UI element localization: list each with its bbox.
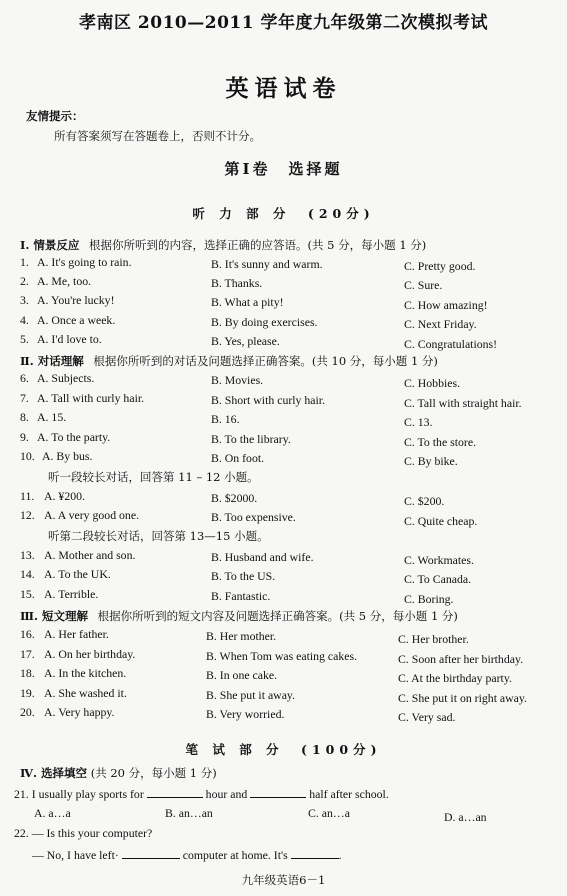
q8-option-b: B. 16. (211, 412, 240, 426)
q14-option-c: C. To Canada. (404, 572, 472, 586)
q9-number: 9. (20, 430, 29, 444)
q21-part3: half after school. (309, 787, 389, 801)
section-3-instruction: 根据你所听到的短文内容及问题选择正确答案。(共 5 分，每小题 1 分) (97, 609, 458, 623)
q18-option-c: C. At the birthday party. (398, 671, 512, 685)
q20-option-b: B. Very worried. (206, 707, 285, 721)
q17-option-b: B. When Tom was eating cakes. (206, 649, 358, 663)
q12-option-b: B. Too expensive. (211, 510, 296, 524)
hint-text: 所有答案须写在答题卷上，否则不计分。 (54, 129, 261, 143)
q22-part2: computer at home. It's (182, 848, 288, 862)
paper-subtitle: 英语试卷 (225, 75, 342, 102)
q2-option-c: C. Sure. (404, 278, 443, 292)
q14-number: 14. (20, 567, 35, 581)
hint-label: 友情提示： (26, 109, 84, 123)
page-footer: 九年级英语6－1 (241, 873, 326, 887)
q2-option-a: A. Me, too. (37, 274, 92, 288)
q18-number: 18. (20, 666, 35, 680)
q16-option-c: C. Her brother. (398, 632, 469, 646)
q5-option-b: B. Yes, please. (211, 334, 280, 348)
q19-option-c: C. She put it on right away. (398, 691, 527, 705)
q11-option-c: C. $200. (404, 494, 445, 508)
q21-option-a: A. a…a (34, 806, 71, 820)
q13-option-c: C. Workmates. (404, 553, 474, 567)
exam-title: 孝南区 2010—2011 学年度九年级第二次模拟考试 (79, 13, 488, 33)
q15-option-c: C. Boring. (404, 592, 454, 606)
q21-option-b: B. an…an (165, 806, 213, 820)
q7-number: 7. (20, 391, 29, 405)
q22-line-1 (14, 826, 152, 841)
q12-number: 12. (20, 508, 35, 522)
q21-blank-1[interactable] (147, 786, 203, 798)
q2-number: 2. (20, 274, 29, 288)
q19-option-b: B. She put it away. (206, 688, 296, 702)
q15-option-a: A. Terrible. (44, 587, 99, 601)
q21-number: 21. (14, 787, 29, 801)
section-2-instruction: 根据你所听到的对话及问题选择正确答案。(共 10 分，每小题 1 分) (93, 354, 438, 368)
q17-number: 17. (20, 647, 35, 661)
q22-blank-1[interactable] (122, 847, 180, 859)
q8-number: 8. (20, 410, 29, 424)
q5-option-a: A. I'd love to. (37, 332, 102, 346)
q13-option-a: A. Mother and son. (44, 548, 136, 562)
q4-option-a: A. Once a week. (37, 313, 116, 327)
q22-number: 22. (14, 826, 29, 840)
q15-option-b: B. Fantastic. (211, 589, 271, 603)
section-4-heading: Ⅳ. 选择填空 (20, 766, 88, 780)
q8-option-a: A. 15. (37, 410, 67, 424)
q22-blank-2[interactable] (291, 847, 339, 859)
q9-option-c: C. To the store. (404, 435, 477, 449)
q20-option-c: C. Very sad. (398, 710, 456, 724)
section-2-header (20, 353, 438, 369)
q22-part3: . (338, 848, 342, 862)
q10-number: 10. (20, 449, 35, 463)
q19-number: 19. (20, 686, 35, 700)
section-1-heading: Ⅰ. 情景反应 (20, 238, 80, 252)
q5-number: 5. (20, 332, 29, 346)
section-3-header (20, 608, 458, 624)
q6-option-a: A. Subjects. (37, 371, 95, 385)
q9-option-b: B. To the library. (211, 432, 291, 446)
q16-option-b: B. Her mother. (206, 629, 277, 643)
q5-option-c: C. Congratulations! (404, 337, 498, 351)
q12-option-c: C. Quite cheap. (404, 514, 478, 528)
section-4-instruction: (共 20 分，每小题 1 分) (90, 766, 217, 780)
q3-option-c: C. How amazing! (404, 298, 488, 312)
q17-option-a: A. On her birthday. (44, 647, 136, 661)
section-2-heading: Ⅱ. 对话理解 (20, 354, 84, 368)
q14-option-b: B. To the US. (211, 569, 276, 583)
q1-option-a: A. It's going to rain. (37, 255, 132, 269)
q10-option-c: C. By bike. (404, 454, 458, 468)
q21-blank-2[interactable] (250, 786, 306, 798)
q11-option-a: A. ¥200. (44, 489, 85, 503)
q21-part1: I usually play sports for (31, 787, 144, 801)
section-1-header (20, 237, 426, 253)
q2-option-b: B. Thanks. (211, 276, 263, 290)
q3-option-b: B. What a pity! (211, 295, 284, 309)
q13-number: 13. (20, 548, 35, 562)
q6-option-b: B. Movies. (211, 373, 264, 387)
q3-number: 3. (20, 293, 29, 307)
q8-option-c: C. 13. (404, 415, 433, 429)
q1-option-c: C. Pretty good. (404, 259, 476, 273)
q19-option-a: A. She washed it. (44, 686, 127, 700)
q4-option-b: B. By doing exercises. (211, 315, 318, 329)
q12-option-a: A. A very good one. (44, 508, 140, 522)
q21-part2: hour and (205, 787, 248, 801)
dialog-2-note: 听第二段较长对话，回答第 13—15 小题。 (48, 529, 269, 543)
q9-option-a: A. To the party. (37, 430, 111, 444)
q6-number: 6. (20, 371, 29, 385)
q17-option-c: C. Soon after her birthday. (398, 652, 524, 666)
q20-option-a: A. Very happy. (44, 705, 115, 719)
q10-option-b: B. On foot. (211, 451, 265, 465)
q20-number: 20. (20, 705, 35, 719)
q3-option-a: A. You're lucky! (37, 293, 115, 307)
q14-option-a: A. To the UK. (44, 567, 111, 581)
q15-number: 15. (20, 587, 35, 601)
q6-option-c: C. Hobbies. (404, 376, 461, 390)
q16-number: 16. (20, 627, 35, 641)
q1-option-b: B. It's sunny and warm. (211, 257, 323, 271)
section-3-heading: Ⅲ. 短文理解 (20, 609, 89, 623)
q22-part1: — No, I have left· (32, 848, 119, 862)
q21-stem (14, 786, 389, 802)
q7-option-c: C. Tall with straight hair. (404, 396, 522, 410)
section-4-header (20, 765, 217, 781)
q21-option-c: C. an…a (308, 806, 350, 820)
q18-option-b: B. In one cake. (206, 668, 278, 682)
q11-number: 11. (20, 489, 35, 503)
q1-number: 1. (20, 255, 29, 269)
written-title: 笔 试 部 分 (100分) (185, 742, 382, 757)
q4-number: 4. (20, 313, 29, 327)
listening-title: 听 力 部 分 (20分) (192, 206, 375, 221)
section-1-instruction: 根据你所听到的内容，选择正确的应答语。(共 5 分，每小题 1 分) (89, 238, 427, 252)
q7-option-a: A. Tall with curly hair. (37, 391, 145, 405)
q13-option-b: B. Husband and wife. (211, 550, 314, 564)
q22-question: — Is this your computer? (31, 826, 153, 840)
q11-option-b: B. $2000. (211, 491, 258, 505)
volume-title: 第Ⅰ卷 选择题 (224, 160, 343, 178)
dialog-1-note: 听一段较长对话，回答第 11 – 12 小题。 (48, 470, 259, 484)
q4-option-c: C. Next Friday. (404, 317, 477, 331)
q21-option-d: D. a…an (444, 810, 487, 824)
q10-option-a: A. By bus. (42, 449, 93, 463)
q7-option-b: B. Short with curly hair. (211, 393, 326, 407)
q16-option-a: A. Her father. (44, 627, 109, 641)
q18-option-a: A. In the kitchen. (44, 666, 127, 680)
q22-line-2 (32, 847, 342, 863)
